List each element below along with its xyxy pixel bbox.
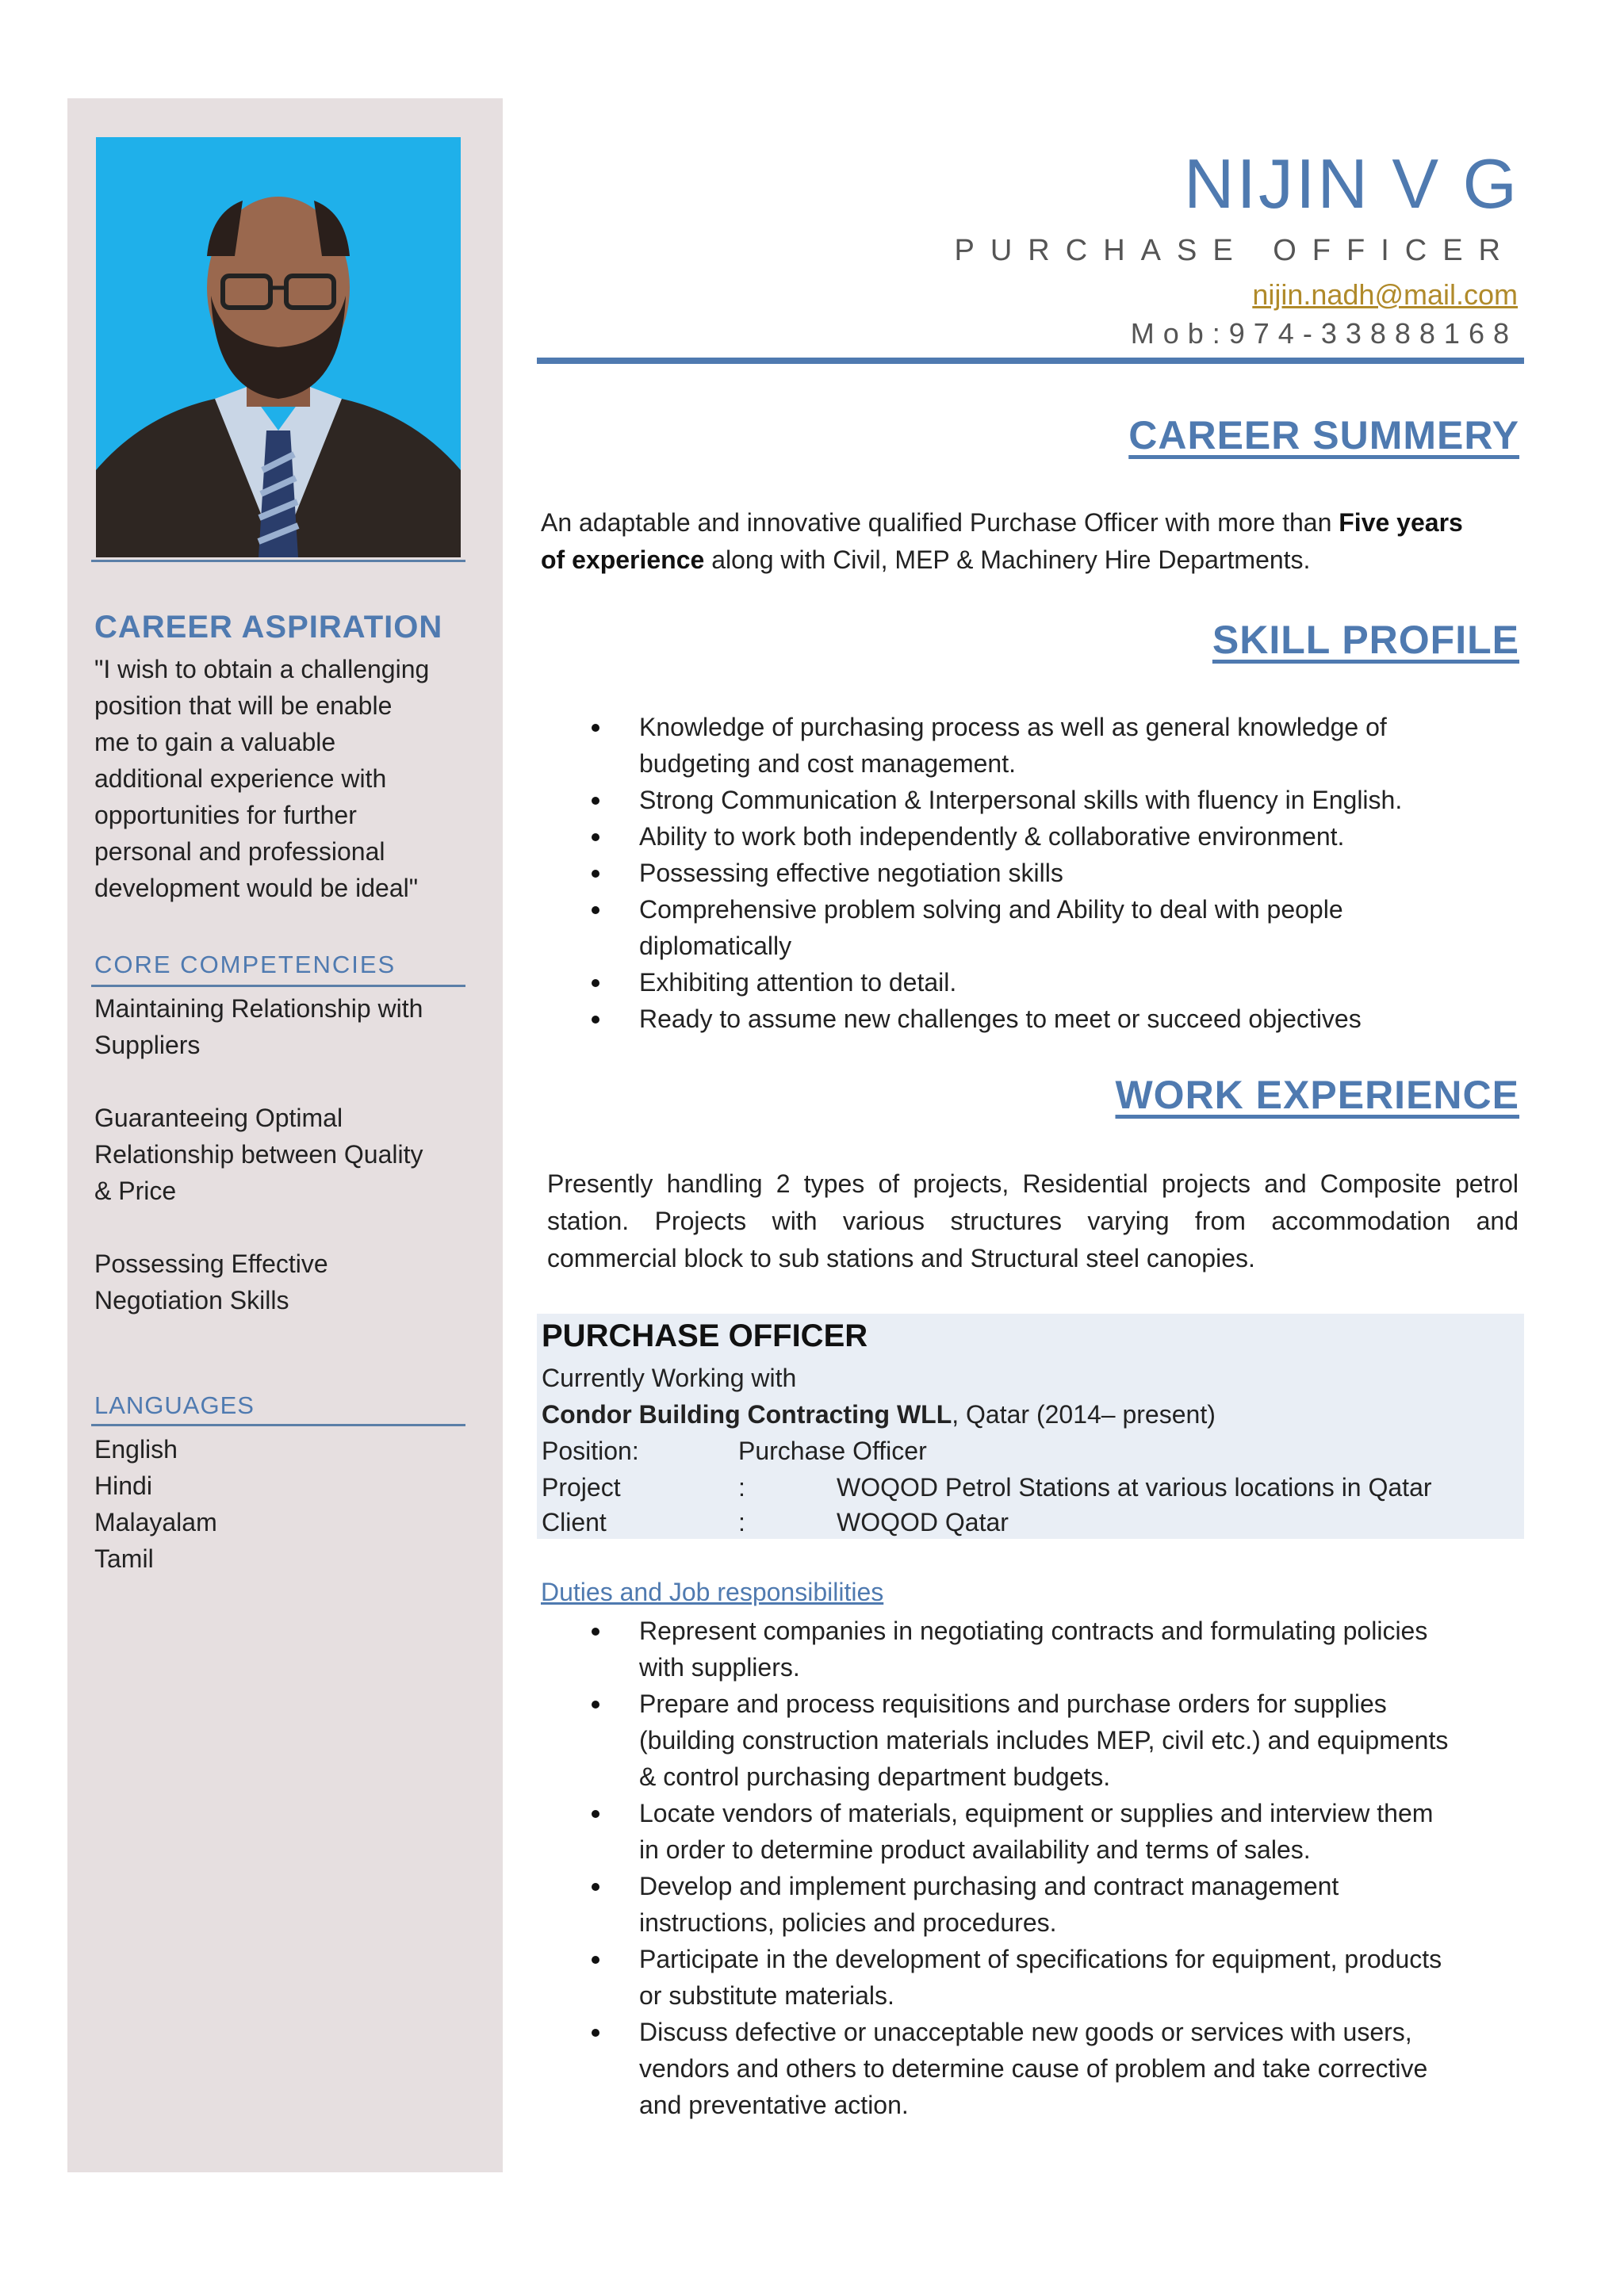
aspiration-line: me to gain a valuable: [94, 728, 336, 756]
list-item: Discuss defective or unacceptable new goods or services with users, vendors and others to determine cause of problem and take corrective and preventative action.: [541, 2014, 1524, 2123]
skill-profile-heading: SKILL PROFILE: [1212, 618, 1519, 662]
career-summary-text: [541, 504, 1524, 579]
work-line: station. Projects with various structures varying from accommodation and: [547, 1207, 1519, 1235]
competency-line: Guaranteeing Optimal: [94, 1104, 343, 1132]
competency-line: Suppliers: [94, 1031, 201, 1059]
profile-photo: [96, 137, 461, 557]
core-competencies-rule: [91, 985, 465, 987]
aspiration-line: position that will be enable: [94, 691, 393, 720]
candidate-name: NIJIN V G: [1183, 144, 1519, 223]
summary-text: along with Civil, MEP & Machinery Hire Departments.: [704, 545, 1311, 574]
mobile-number: Mob:974-33888168: [1130, 317, 1518, 350]
aspiration-line: opportunities for further: [94, 801, 357, 829]
list-item: Ready to assume new challenges to meet or succeed objectives: [541, 1001, 1524, 1037]
list-item: Ability to work both independently & collaborative environment.: [541, 818, 1524, 855]
project-value: WOQOD Petrol Stations at various locations in Qatar: [837, 1473, 1432, 1502]
languages-rule: [91, 1424, 465, 1426]
aspiration-line: additional experience with: [94, 764, 387, 793]
position-value: Purchase Officer: [738, 1437, 927, 1465]
company-location: , Qatar (2014– present): [952, 1400, 1216, 1429]
summary-bold: of experience: [541, 545, 705, 574]
work-line: commercial block to sub stations and Structural steel canopies.: [547, 1244, 1255, 1272]
career-aspiration-text: [94, 651, 467, 906]
list-item: Knowledge of purchasing process as well as general knowledge of budgeting and cost management.: [541, 709, 1524, 782]
list-item: Locate vendors of materials, equipment or supplies and interview them in order to determine product availability and terms of sales.: [541, 1795, 1524, 1868]
work-line: Presently handling 2 types of projects, Residential projects and Composite petrol: [547, 1169, 1519, 1198]
language-item: Malayalam: [94, 1508, 217, 1536]
person-portrait-icon: [96, 137, 461, 557]
position-label: Position:: [542, 1437, 639, 1465]
candidate-role: PURCHASE OFFICER: [954, 234, 1516, 267]
photo-underline: [91, 560, 465, 562]
project-label: Project: [542, 1473, 621, 1502]
summary-bold: Five years: [1339, 508, 1463, 537]
list-item: Represent companies in negotiating contracts and formulating policies with suppliers.: [541, 1613, 1524, 1686]
job-title: PURCHASE OFFICER: [542, 1318, 868, 1353]
competency-line: Negotiation Skills: [94, 1286, 289, 1314]
list-item: Exhibiting attention to detail.: [541, 964, 1524, 1001]
sidebar: [67, 98, 503, 2172]
language-item: Tamil: [94, 1544, 154, 1573]
competency-line: Possessing Effective: [94, 1249, 328, 1278]
skill-list: [541, 709, 1524, 1037]
work-experience-text: [547, 1165, 1519, 1277]
core-competencies-list: [94, 990, 467, 1318]
working-with-text: Currently Working with: [542, 1364, 797, 1392]
email-link[interactable]: nijin.nadh@mail.com: [1252, 278, 1518, 311]
client-colon: :: [738, 1508, 745, 1536]
list-item: Participate in the development of specifications for equipment, products or substitute materials.: [541, 1941, 1524, 2014]
list-item: Possessing effective negotiation skills: [541, 855, 1524, 891]
languages-heading: LANGUAGES: [94, 1391, 255, 1419]
competency-line: Relationship between Quality: [94, 1140, 423, 1169]
header-rule: [537, 358, 1524, 364]
aspiration-line: "I wish to obtain a challenging: [94, 655, 430, 683]
language-item: English: [94, 1435, 178, 1464]
competency-line: & Price: [94, 1177, 177, 1205]
work-experience-heading: WORK EXPERIENCE: [1115, 1073, 1519, 1117]
core-competencies-heading: CORE COMPETENCIES: [94, 951, 396, 978]
list-item: Strong Communication & Interpersonal skills with fluency in English.: [541, 782, 1524, 818]
company-name: Condor Building Contracting WLL: [542, 1400, 952, 1429]
duties-heading: Duties and Job responsibilities: [541, 1578, 884, 1606]
language-item: Hindi: [94, 1471, 152, 1500]
client-label: Client: [542, 1508, 607, 1536]
company-line: [542, 1396, 1216, 1433]
client-value: WOQOD Qatar: [837, 1508, 1009, 1536]
summary-text: An adaptable and innovative qualified Purchase Officer with more than: [541, 508, 1339, 537]
career-summary-heading: CAREER SUMMERY: [1128, 413, 1519, 457]
job-details-box: [537, 1314, 1524, 1539]
career-aspiration-heading: CAREER ASPIRATION: [94, 610, 443, 645]
aspiration-line: personal and professional: [94, 837, 385, 866]
duties-list: [541, 1613, 1524, 2123]
languages-list: [94, 1431, 217, 1577]
list-item: Develop and implement purchasing and contract management instructions, policies and procedures.: [541, 1868, 1524, 1941]
list-item: Prepare and process requisitions and purchase orders for supplies (building construction materials includes MEP, civil etc.) and equipments & control purchasing department budgets.: [541, 1686, 1524, 1795]
list-item: Comprehensive problem solving and Ability to deal with people diplomatically: [541, 891, 1524, 964]
aspiration-line: development would be ideal": [94, 874, 419, 902]
competency-line: Maintaining Relationship with: [94, 994, 423, 1023]
project-colon: :: [738, 1473, 745, 1502]
